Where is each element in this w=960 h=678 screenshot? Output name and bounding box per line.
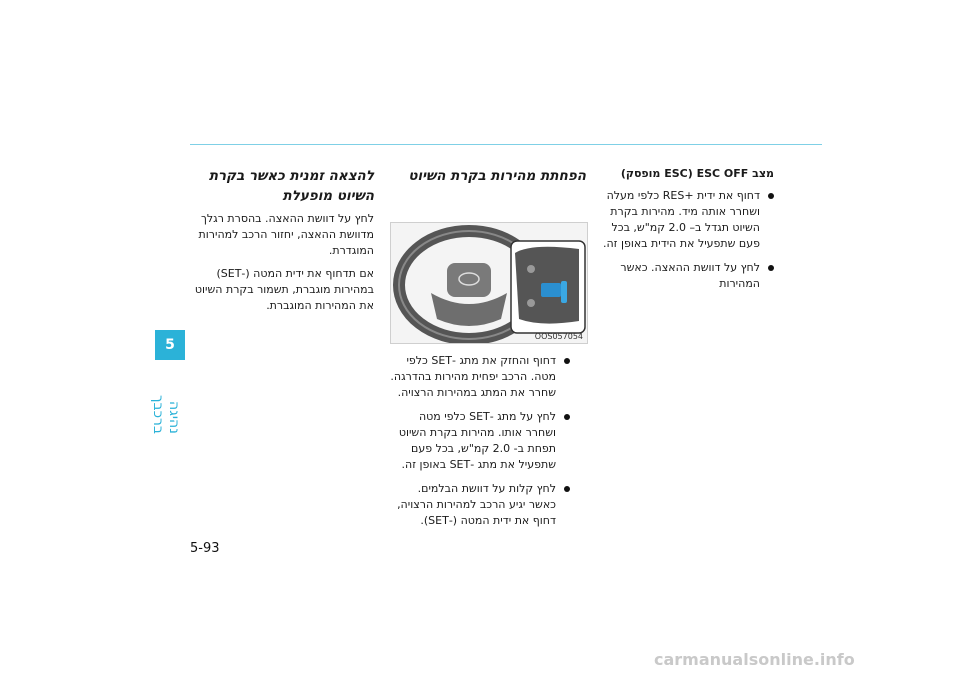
- middle-bullet-list: [390, 353, 570, 529]
- paragraph: אם תדחוף את ידית המטה (-SET) במהירות מוגברת, תשמור בקרת השיוט את המהירות המוגברת.: [194, 267, 374, 312]
- bullet-icon: [564, 486, 570, 492]
- right-column: [598, 166, 774, 300]
- bullet-icon: [564, 358, 570, 364]
- watermark: carmanualsonline.info: [654, 650, 855, 669]
- bullet-icon: [768, 265, 774, 271]
- page-number: 5-93: [190, 541, 220, 556]
- list-item: לחץ קלות על דוושת הבלמים. כאשר יגיע הרכב למהירות הרצויה, דחוף את ידית המטה (-SET).: [390, 481, 570, 529]
- figure-code: OOS057054: [534, 332, 583, 341]
- middle-column: [390, 166, 586, 191]
- chapter-title: נהיגה ברכבך: [150, 394, 182, 434]
- steering-wheel-illustration: [391, 223, 587, 343]
- list-item: לחץ על דוושת ההאצה. כאשר המהירות: [598, 260, 774, 292]
- list-item: דחוף והחזק את מתג -SET כלפי מטה. הרכב יפחית מהירות בהדרגה. שחרר את המתג במהירות הרצויה.: [390, 353, 570, 401]
- top-divider: [190, 144, 822, 145]
- bullet-icon: [564, 414, 570, 420]
- left-column: [190, 166, 374, 321]
- esc-off-subheading: מצב ESC OFF (ESC מופסק): [620, 167, 774, 180]
- list-item: דחוף את ידית +RES כלפי מעלה ושחרר אותה מיד. מהירות בקרת השיוט תגדל ב– 2.0 קמ"ש, בכל פעם שתפעיל את הידית באופן זה.: [598, 188, 774, 252]
- right-bullet-list: [598, 188, 774, 292]
- chapter-number-tab: 5: [155, 330, 185, 360]
- paragraph: לחץ על דוושת ההאצה. בהסרת רגלך מדוושת ההאצה, יחזור הרכב למהירות המוגדרת.: [198, 212, 374, 257]
- steering-wheel-figure: [390, 222, 588, 344]
- bullet-icon: [768, 193, 774, 199]
- middle-bullets: [390, 353, 570, 537]
- section-heading-decrease-speed: הפחתת מהירות בקרת השיוט: [408, 168, 586, 184]
- list-item: לחץ על מתג -SET כלפי מטה ושחרר אותו. מהירות בקרת השיוט תפחת ב- 2.0 קמ"ש, בכל פעם שתפעיל את מתג -SET באופן זה.: [390, 409, 570, 473]
- section-heading-temporary-acceleration: להצאה זמנית כאשר בקרת השיוט מופעלת: [208, 168, 374, 204]
